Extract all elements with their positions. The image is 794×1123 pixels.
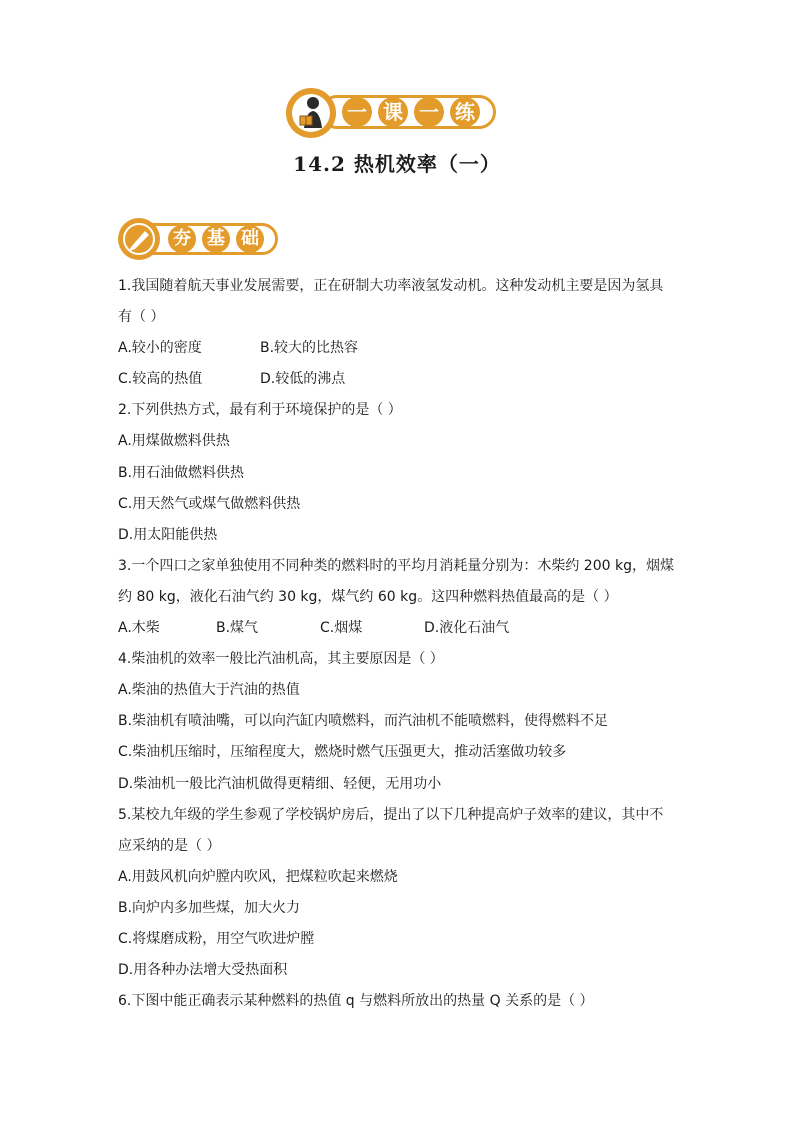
question-stem: 约 80 kg，液化石油气约 30 kg，煤气约 60 kg。这四种燃料热值最高的是（ ） [118, 588, 618, 605]
answer-option: A.柴油的热值大于汽油的热值 [118, 682, 300, 699]
banner-char: 课 [378, 97, 408, 127]
answer-option: C.用天然气或煤气做燃料供热 [118, 495, 301, 512]
question-stem: 1.我国随着航天事业发展需要，正在研制大功率液氢发动机。这种发动机主要是因为氢具 [118, 278, 664, 294]
question-stem: 应采纳的是（ ） [118, 837, 221, 854]
answer-option: B.向炉内多加些煤，加大火力 [118, 899, 301, 916]
lesson-banner [286, 88, 498, 138]
answer-option: D.柴油机一般比汽油机做得更精细、轻便，无用功小 [118, 775, 442, 792]
answer-option: A.木柴 [118, 620, 160, 637]
answer-option: D.用各种办法增大受热面积 [118, 962, 288, 979]
question-stem: 3.一个四口之家单独使用不同种类的燃料时的平均月消耗量分别为：木柴约 200 kg，烟煤 [118, 557, 674, 574]
section-char: 础 [236, 225, 264, 253]
pencil-icon [118, 218, 160, 260]
option-row [118, 364, 678, 395]
option-row [118, 489, 678, 520]
option-row [118, 924, 678, 955]
section-char: 夯 [168, 225, 196, 253]
question-stem: 2.下列供热方式，最有利于环境保护的是（ ） [118, 402, 402, 419]
answer-option: A.用鼓风机向炉膛内吹风，把煤粒吹起来燃烧 [118, 868, 398, 885]
question-stem: 5.某校九年级的学生参观了学校锅炉房后，提出了以下几种提高炉子效率的建议，其中不 [118, 806, 664, 823]
option-row [118, 893, 678, 924]
option-row [118, 862, 678, 893]
option-row [118, 706, 678, 737]
answer-option: D.较低的沸点 [260, 371, 346, 388]
question-list [118, 271, 678, 1017]
question-stem: 有（ ） [118, 309, 165, 326]
banner-char: 一 [342, 97, 372, 127]
question-5 [118, 800, 678, 987]
answer-option: C.柴油机压缩时，压缩程度大，燃烧时燃气压强更大，推动活塞做功较多 [118, 744, 567, 761]
question-2 [118, 395, 678, 550]
answer-option: B.柴油机有喷油嘴，可以向汽缸内喷燃料，而汽油机不能喷燃料，使得燃料不足 [118, 713, 609, 730]
banner-char: 一 [414, 97, 444, 127]
banner-text [342, 97, 480, 127]
question-3 [118, 551, 678, 644]
answer-option: B.较大的比热容 [260, 340, 359, 357]
answer-option: C.较高的热值 [118, 371, 203, 388]
answer-option: A.较小的密度 [118, 340, 202, 357]
page-title: 14.2 热机效率（一） [293, 152, 501, 176]
option-row [118, 333, 678, 364]
section-emblem [118, 218, 160, 260]
option-row [118, 737, 678, 768]
answer-option: B.用石油做燃料供热 [118, 464, 245, 481]
answer-option: D.用太阳能供热 [118, 526, 218, 543]
question-4 [118, 644, 678, 799]
section-title [168, 225, 264, 253]
section-char: 基 [202, 225, 230, 253]
option-row [118, 955, 678, 986]
answer-option: C.烟煤 [320, 620, 363, 637]
banner-char: 练 [450, 97, 480, 127]
answer-option: A.用煤做燃料供热 [118, 433, 230, 450]
option-row [118, 675, 678, 706]
question-stem: 4.柴油机的效率一般比汽油机高，其主要原因是（ ） [118, 651, 444, 668]
option-row [118, 613, 678, 644]
banner-emblem [286, 88, 336, 138]
answer-option: C.将煤磨成粉，用空气吹进炉膛 [118, 930, 315, 947]
teacher-reading-icon [286, 88, 336, 138]
question-stem: 6.下图中能正确表示某种燃料的热值 q 与燃料所放出的热量 Q 关系的是（ ） [118, 993, 594, 1010]
option-row [118, 769, 678, 800]
option-row [118, 458, 678, 489]
option-row [118, 426, 678, 457]
question-1 [118, 271, 678, 395]
section-badge [118, 218, 280, 260]
answer-option: B.煤气 [216, 620, 259, 637]
option-row [118, 520, 678, 551]
answer-option: D.液化石油气 [424, 620, 510, 637]
question-6 [118, 986, 678, 1017]
